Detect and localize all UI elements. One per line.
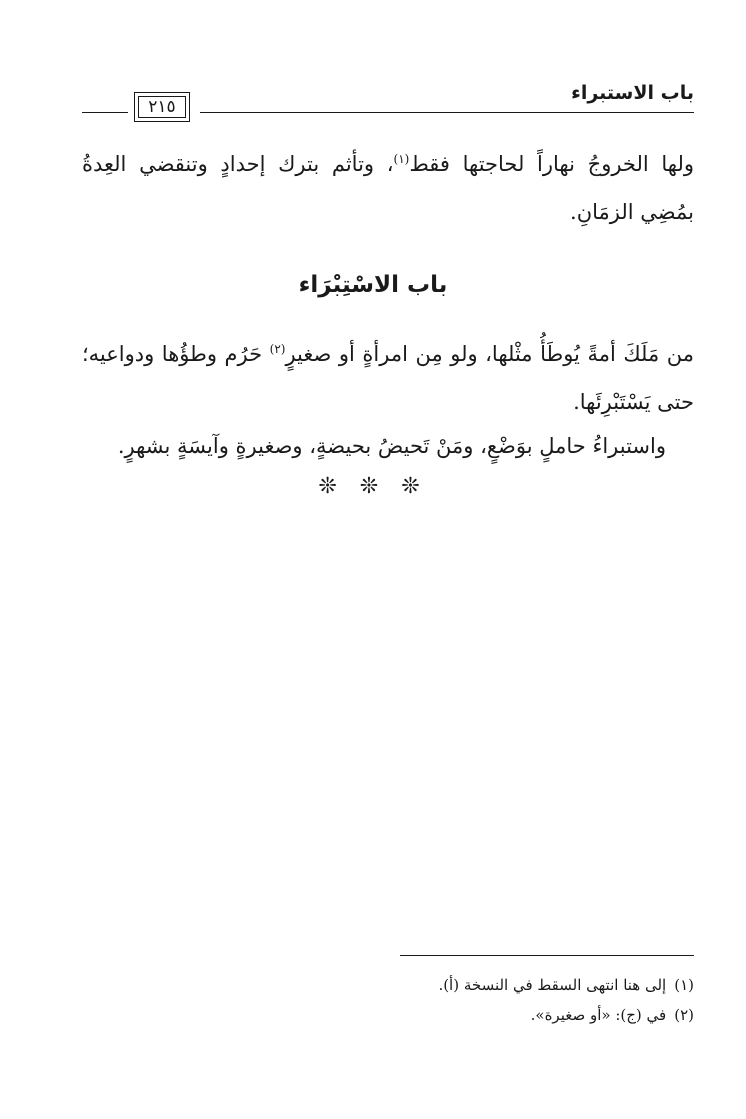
footnote-number: (١) [674, 976, 694, 994]
header-rule-right [200, 112, 694, 113]
footnote-item [82, 1000, 694, 1030]
paragraph-text: ، وتأثم بترك إحدادٍ وتنقضي العِدةُ بمُضِي الزمَانِ. [82, 152, 694, 224]
footnote-item [82, 970, 694, 1000]
footnotes [82, 970, 694, 1030]
paragraph-waiting-period [82, 140, 694, 236]
footnote-reference-2: (٢) [269, 342, 286, 356]
paragraph-istibra: واستبراءُ حاملٍ بوَضْعٍ، ومَنْ تَحيضُ بحيضةٍ، وصغيرةٍ وآيسَةٍ بشهرٍ. [117, 434, 666, 458]
footnote-number: (٢) [674, 1006, 694, 1024]
paragraph-text: حَرُم وطؤُها ودواعيه؛ حتى يَسْتَبْرِئَها. [82, 342, 694, 414]
paragraph-text: ولها الخروجُ نهاراً لحاجتها فقط [409, 152, 695, 176]
header-rule-left [82, 112, 128, 113]
section-heading: باب الاسْتِبْرَاء [298, 272, 448, 298]
footnote-text: إلى هنا انتهى السقط في النسخة (أ). [438, 976, 667, 994]
footnote-rule [400, 955, 694, 956]
running-header-title: باب الاستبراء [571, 82, 694, 104]
paragraph-text: من مَلَكَ أمةً يُوطَأُ مثْلها، ولو مِن امرأةٍ أو صغيرٍ [285, 342, 694, 366]
section-separator-ornament: ❊ ❊ ❊ [318, 474, 428, 499]
footnote-text: في (ج): «أو صغيرة». [530, 1006, 667, 1024]
paragraph-ownership [82, 330, 694, 426]
page-number: ٢١٥ [134, 92, 190, 122]
footnote-reference-1: (١) [393, 152, 410, 166]
